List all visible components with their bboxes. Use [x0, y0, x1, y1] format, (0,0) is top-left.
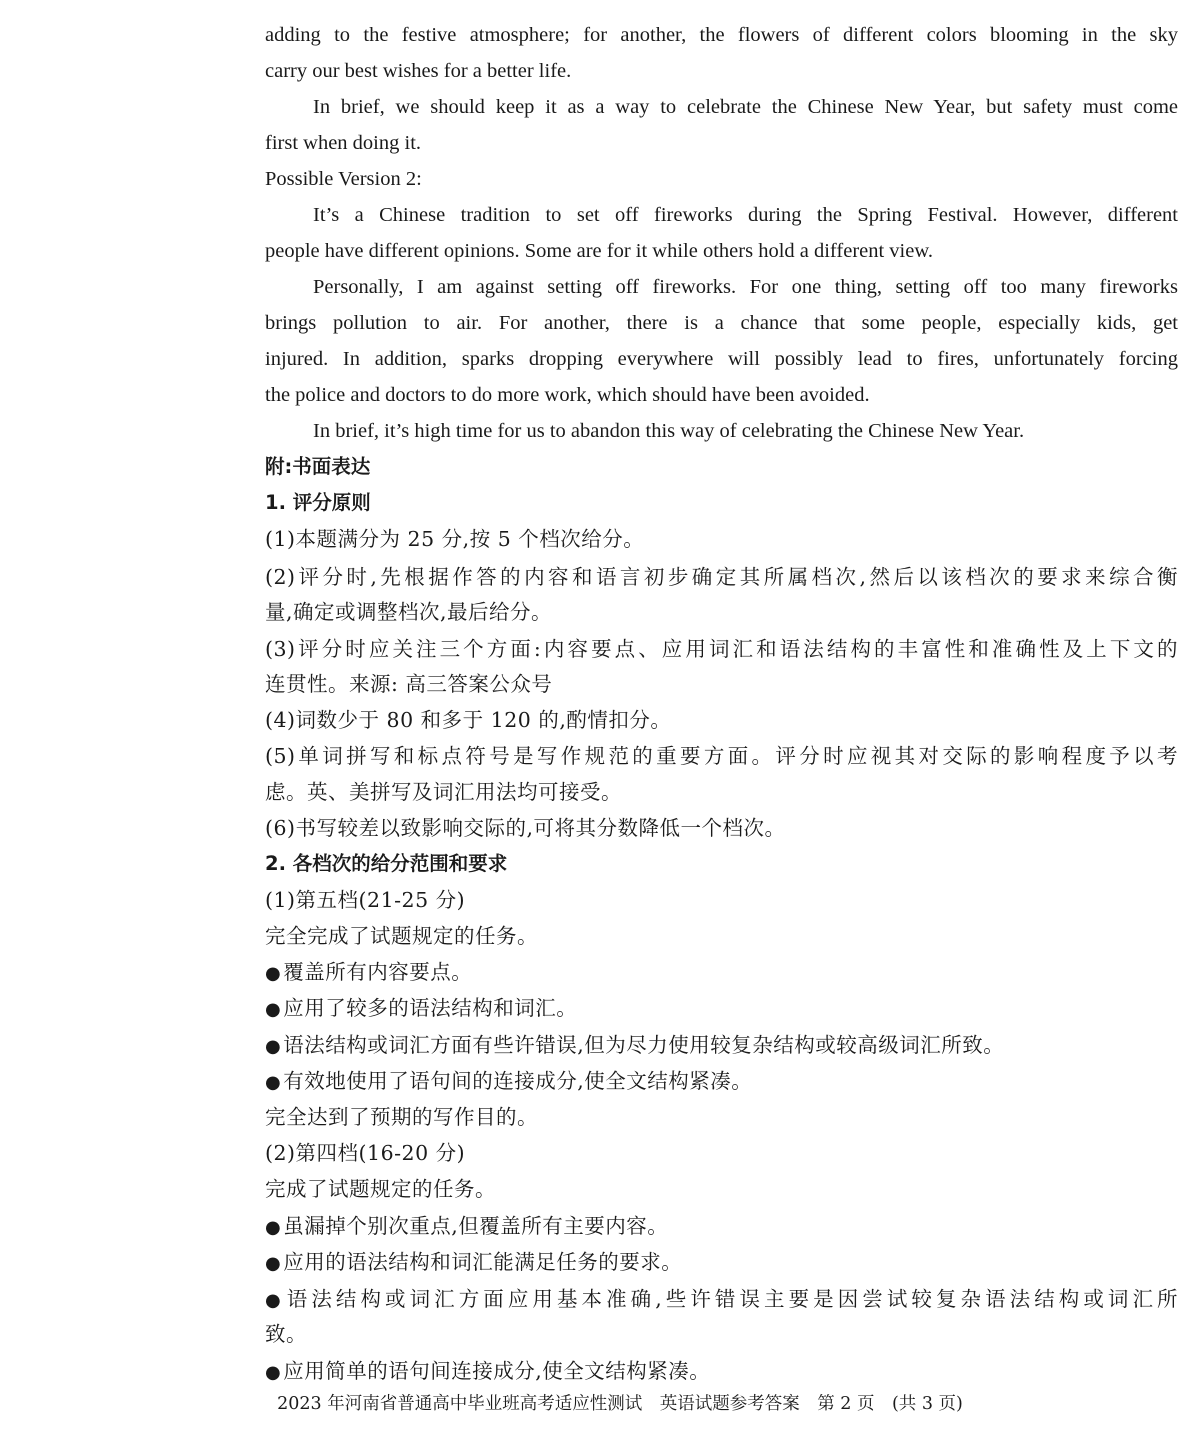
bullet-item: ●语法结构或词汇方面应用基本准确,些许错误主要是因尝试较复杂语法结构或词汇所	[265, 1287, 1178, 1311]
essay-line: people have different opinions. Some are for it while others hold a different view.	[265, 240, 933, 262]
bullet-continuation: 致。	[265, 1322, 307, 1346]
rule-line: (2)评分时,先根据作答的内容和语言初步确定其所属档次,然后以该档次的要求来综合衡	[265, 565, 1178, 589]
bullet-item: ●语法结构或词汇方面有些许错误,但为尽力使用较复杂结构或较高级词汇所致。	[265, 1033, 1005, 1057]
bullet-icon: ●	[265, 1290, 285, 1311]
bullet-icon: ●	[265, 1253, 282, 1274]
rule-line: 连贯性。来源: 高三答案公众号	[265, 672, 553, 696]
bullet-icon: ●	[265, 1362, 282, 1383]
rule-line: (4)词数少于 80 和多于 120 的,酌情扣分。	[265, 708, 672, 732]
bullet-item: ●覆盖所有内容要点。	[265, 960, 473, 984]
bullet-icon: ●	[265, 1036, 282, 1057]
grade-outro: 完全达到了预期的写作目的。	[265, 1105, 538, 1129]
bullet-item: ●有效地使用了语句间的连接成分,使全文结构紧凑。	[265, 1069, 753, 1093]
bullet-item: ●虽漏掉个别次重点,但覆盖所有主要内容。	[265, 1214, 669, 1238]
bullet-icon: ●	[265, 1217, 282, 1238]
essay-line: brings pollution to air. For another, there is a chance that some people, especially kids, get	[265, 312, 1178, 334]
essay-line: In brief, we should keep it as a way to celebrate the Chinese New Year, but safety must come	[313, 96, 1178, 118]
essay-line: Personally, I am against setting off fireworks. For one thing, setting off too many fireworks	[313, 276, 1178, 298]
bullet-item: ●应用简单的语句间连接成分,使全文结构紧凑。	[265, 1359, 711, 1383]
rule-line: (3)评分时应关注三个方面:内容要点、应用词汇和语法结构的丰富性和准确性及上下文的	[265, 637, 1178, 661]
rule-line: (1)本题满分为 25 分,按 5 个档次给分。	[265, 527, 645, 551]
essay-line: first when doing it.	[265, 132, 422, 154]
rule-line: (5)单词拼写和标点符号是写作规范的重要方面。评分时应视其对交际的影响程度予以考	[265, 744, 1178, 768]
rule-line: 量,确定或调整档次,最后给分。	[265, 600, 553, 624]
essay-line: It’s a Chinese tradition to set off fireworks during the Spring Festival. However, different	[313, 204, 1178, 226]
essay-line: injured. In addition, sparks dropping everywhere will possibly lead to fires, unfortunately forcing	[265, 348, 1178, 370]
section-title: 1. 评分原则	[265, 491, 371, 514]
appendix-heading: 附:书面表达	[265, 455, 371, 478]
bullet-icon: ●	[265, 999, 282, 1020]
essay-line: adding to the festive atmosphere; for another, the flowers of different colors blooming in the sky	[265, 24, 1178, 46]
rule-line: (6)书写较差以致影响交际的,可将其分数降低一个档次。	[265, 816, 786, 840]
essay-line: In brief, it’s high time for us to abandon this way of celebrating the Chinese New Year.	[313, 420, 1025, 442]
bullet-icon: ●	[265, 963, 282, 984]
bullet-item: ●应用了较多的语法结构和词汇。	[265, 996, 578, 1020]
essay-line: the police and doctors to do more work, which should have been avoided.	[265, 384, 870, 406]
grade-title: (2)第四档(16-20 分)	[265, 1141, 466, 1165]
grade-intro: 完成了试题规定的任务。	[265, 1177, 496, 1201]
rule-line: 虑。英、美拼写及词汇用法均可接受。	[265, 780, 622, 804]
grade-intro: 完全完成了试题规定的任务。	[265, 924, 538, 948]
grade-title: (1)第五档(21-25 分)	[265, 888, 466, 912]
bullet-icon: ●	[265, 1072, 282, 1093]
bullet-item: ●应用的语法结构和词汇能满足任务的要求。	[265, 1250, 683, 1274]
section-title: 2. 各档次的给分范围和要求	[265, 852, 508, 875]
version-label: Possible Version 2:	[265, 168, 422, 190]
essay-line: carry our best wishes for a better life.	[265, 60, 572, 82]
page-footer: 2023 年河南省普通高中毕业班高考适应性测试 英语试题参考答案 第 2 页 (共 3 页)	[277, 1394, 963, 1414]
